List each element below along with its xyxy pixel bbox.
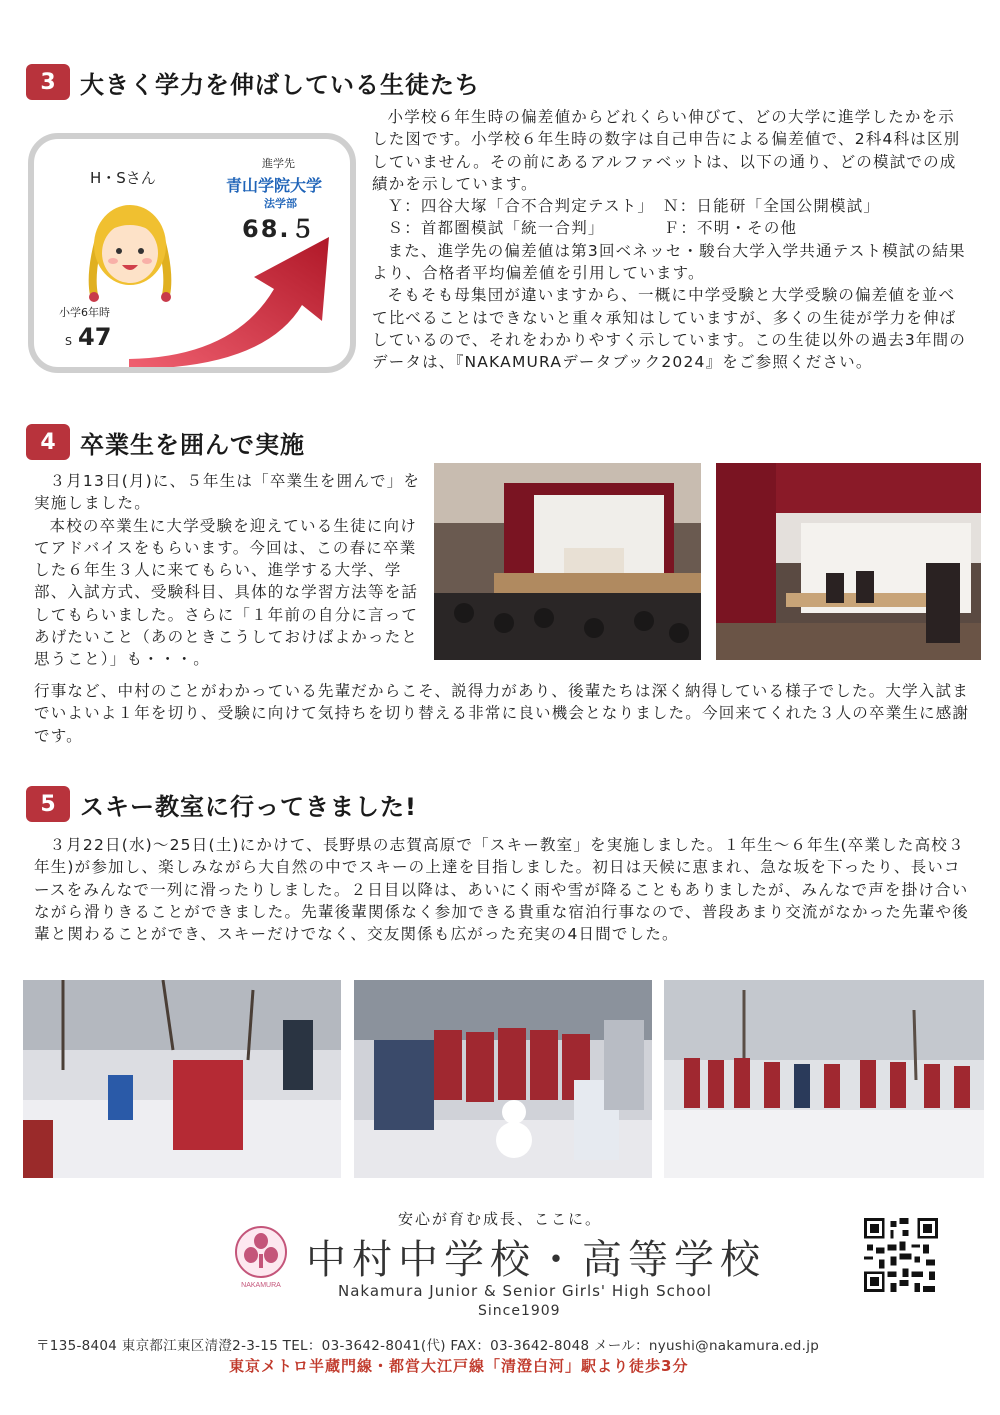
section-number: 5 [26,786,70,822]
section-4-heading [26,424,305,460]
grade6-score: 47 [78,323,112,351]
paragraph: ３月13日(月)に、５年生は「卒業生を囲んで」を実施しました。 [34,472,421,513]
section-number: 3 [26,64,70,100]
section-5-heading [26,786,417,822]
photo-ski-line [664,980,984,1178]
paragraph: また、進学先の偏差値は第3回ベネッセ・駿台大学入学共通テスト模試の結果より、合格者平均偏差値を引用しています。 [372,241,966,283]
destination-label: 進学先 [262,157,295,170]
faculty-name: 法学部 [264,197,297,210]
photo-ski-group-snowman [354,980,652,1178]
section-3-body [372,106,968,374]
paragraph: Ｙ：四谷大塚「合不合判定テスト」 Ｎ：日能研「全国公開模試」 [387,197,881,216]
grade6-exam-code: S [65,335,72,348]
paragraph: 本校の卒業生に大学受験を迎えている生徒に向けてアドバイスをもらいます。今回は、この春に卒業した６年生３人に来てもらい、進学する大学、学部、入試方式、受験科目、具体的な学習方法等を話してもらいました。さらに「１年前の自分に言ってあげたいこと（あのときこうしておけばよかったと思うこと）」も・・・。 [34,516,419,669]
destination-score: 68.５ [242,215,317,243]
paragraph: Ｓ：首都圏模試「統一合判」 Ｆ：不明・その他 [387,219,798,238]
qr-code-icon[interactable] [864,1218,938,1292]
section-title: スキー教室に行ってきました! [80,792,417,821]
rising-arrow-icon [124,229,354,369]
paragraph: そもそも母集団が違いますから、一概に中学受験と大学受験の偏差値を並べて比べることはできないと重々承知はしていますが、多くの生徒が学力を伸ばしているので、それをわかりやすく示しています。この生徒以外の過去3年間のデータは、『NAKAMURAデータブック2024』をご参照ください。 [372,286,967,372]
paragraph: 行事など、中村のことがわかっている先輩だからこそ、説得力があり、後輩たちは深く納得している様子でした。大学入試までいよいよ１年を切り、受験に向けて気持ちを切り替える非常に良い機会となりました。今回来てくれた３人の卒業生に感謝です。 [34,682,970,745]
paragraph: 小学校６年生時の偏差値からどれくらい伸びて、どの大学に進学したかを示した図です。小学校６年生時の数字は自己申告による偏差値で、2科4科は区別していません。その前にあるアルファベットは、以下の通り、どの模試での成績かを示しています。 [372,108,961,193]
since-year: Since1909 [478,1303,561,1319]
section-4-body-left [34,470,424,671]
contact-address: 〒135-8404 東京都江東区清澄2-3-15 TEL：03-3642-8041(代) FAX：03-3642-8048 メール：nyushi@nakamura.ed.jp [36,1338,820,1354]
student-progress-card [28,133,356,373]
school-crest-icon [226,1224,296,1290]
section-3-heading [26,64,480,100]
paragraph: ３月22日(水)～25日(土)にかけて、長野県の志賀高原で「スキー教室」を実施しました。１年生～６年生(卒業した高校３年生)が参加し、楽しみながら大自然の中でスキーの上達を目指しました。初日は天候に恵まれ、急な坂を下ったり、長いコースをみんなで一列に滑ったりしました。２日目以降は、あいにく雨や雪が降ることもありましたが、みんなで声を掛け合いながら滑りきることができました。先輩後輩関係なく参加できる貴重な宿泊行事なので、普段あまり交流がなかった先輩や後輩と関わることができ、スキーだけでなく、交友関係も広がった充実の4日間でした。 [34,836,969,944]
university-name: 青山学院大学 [226,176,323,195]
section-number: 4 [26,424,70,460]
crest-lettering: NAKAMURA [241,1282,281,1289]
school-name-english: Nakamura Junior & Senior Girls' High School [338,1282,712,1300]
photo-auditorium-wide [434,463,701,660]
section-title: 大きく学力を伸ばしている生徒たち [80,70,480,99]
photo-auditorium-panel [716,463,981,660]
school-name: 中村中学校・高等学校 [306,1237,766,1283]
tagline: 安心が育む成長、ここに。 [397,1210,602,1228]
photo-ski-slope [23,980,341,1178]
section-5-body [34,834,972,945]
grade6-label: 小学6年時 [59,306,110,319]
student-name: H・Sさん [90,169,156,187]
section-title: 卒業生を囲んで実施 [80,430,305,459]
access-info: 東京メトロ半蔵門線・都営大江戸線「清澄白河」駅より徒歩3分 [229,1357,689,1375]
section-4-body-full [34,680,972,747]
